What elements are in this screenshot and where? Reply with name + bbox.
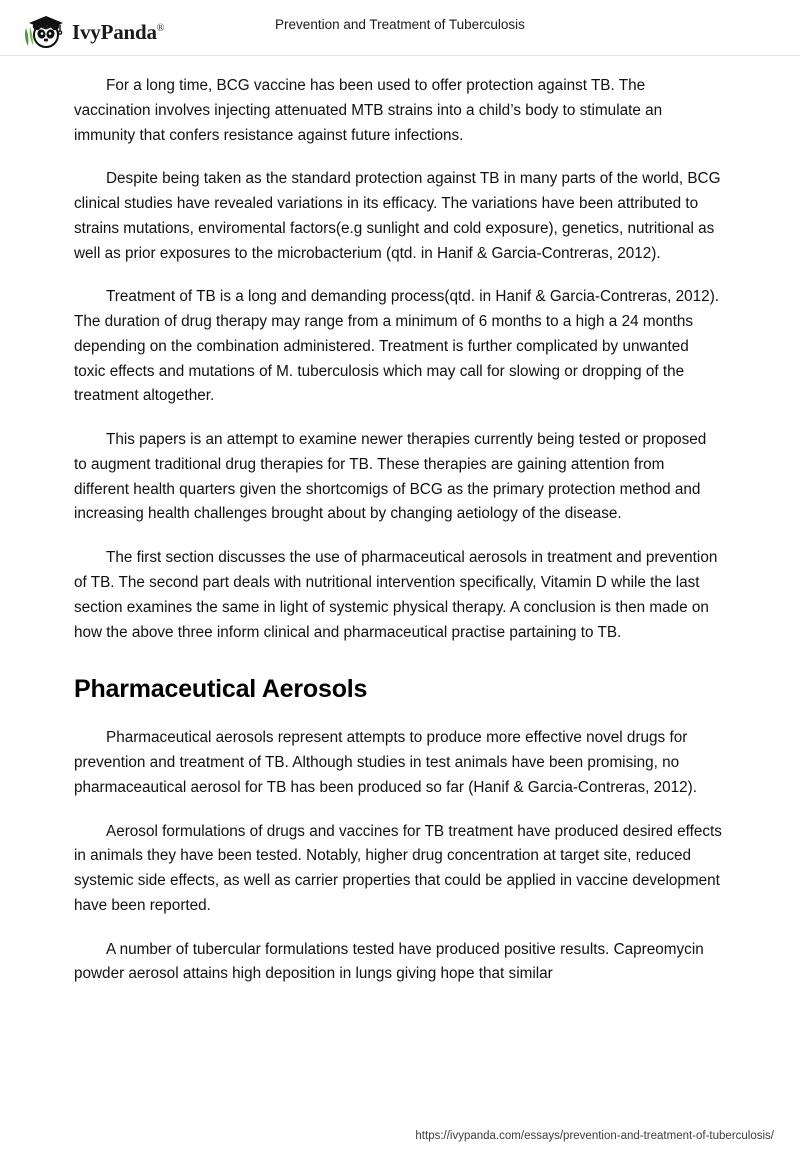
paragraph: For a long time, BCG vaccine has been used to offer protection against TB. The vaccination involves injecting attenuated MTB strains into a child’s body to stimulate an immunity that confers resistance against future infections. bbox=[74, 77, 663, 144]
registered-mark: ® bbox=[156, 22, 165, 34]
section-heading: Pharmaceutical Aerosols bbox=[74, 675, 368, 704]
paragraph: Aerosol formulations of drugs and vaccines for TB treatment have produced desired effects in animals they have been tested. Notably, higher drug concentration at target site, reduced systemic side effects, as well as carrier properties that could be applied in vaccine development have been reported. bbox=[74, 822, 722, 914]
paragraph: This papers is an attempt to examine newer therapies currently being tested or proposed to augment traditional drug therapies for TB. These therapies are gaining attention from different health quarters given the shortcomigs of BCG as the primary protection method and increasing health challenges brought about by changing aetiology of the disease. bbox=[74, 431, 707, 523]
paragraph: Pharmaceutical aerosols represent attempts to produce more effective novel drugs for prevention and treatment of TB. Although studies in test animals have been promising, no pharmaceautical aerosol for TB has been produced so far (Hanif & Garcia-Contreras, 2012). bbox=[74, 729, 697, 796]
document-body bbox=[0, 56, 800, 987]
paragraph: Despite being taken as the standard protection against TB in many parts of the world, BCG clinical studies have revealed variations in its efficacy. The variations have been attributed to strains mutations, enviromental factors(e.g sunlight and cold exposure), genetics, nutritional as well as prior exposures to the microbacterium (qtd. in Hanif & Garcia-Contreras, 2012). bbox=[74, 170, 721, 262]
paragraph: The first section discusses the use of pharmaceutical aerosols in treatment and prevention of TB. The second part deals with nutritional intervention specifically, Vitamin D while the last section examines the same in light of systemic physical therapy. A conclusion is then made on how the above three inform clinical and pharmaceutical practise partaining to TB. bbox=[74, 549, 718, 641]
paragraph: A number of tubercular formulations tested have produced positive results. Capreomycin powder aerosol attains high deposition in lungs giving hope that similar bbox=[74, 940, 704, 983]
page-title: Prevention and Treatment of Tuberculosis bbox=[275, 17, 525, 32]
paragraph: Treatment of TB is a long and demanding process(qtd. in Hanif & Garcia-Contreras, 2012). The duration of drug therapy may range from a minimum of 6 months to a high a 24 months depending on the combination administered. Treatment is further complicated by unwanted toxic effects and mutations of M. tuberculosis which may call for slowing or dropping of the treatment altogether. bbox=[74, 288, 720, 405]
footer-url[interactable]: https://ivypanda.com/essays/prevention-and-treatment-of-tuberculosis/ bbox=[415, 1130, 774, 1142]
page-header bbox=[0, 0, 800, 56]
brand-name-text: IvyPanda bbox=[72, 19, 157, 44]
